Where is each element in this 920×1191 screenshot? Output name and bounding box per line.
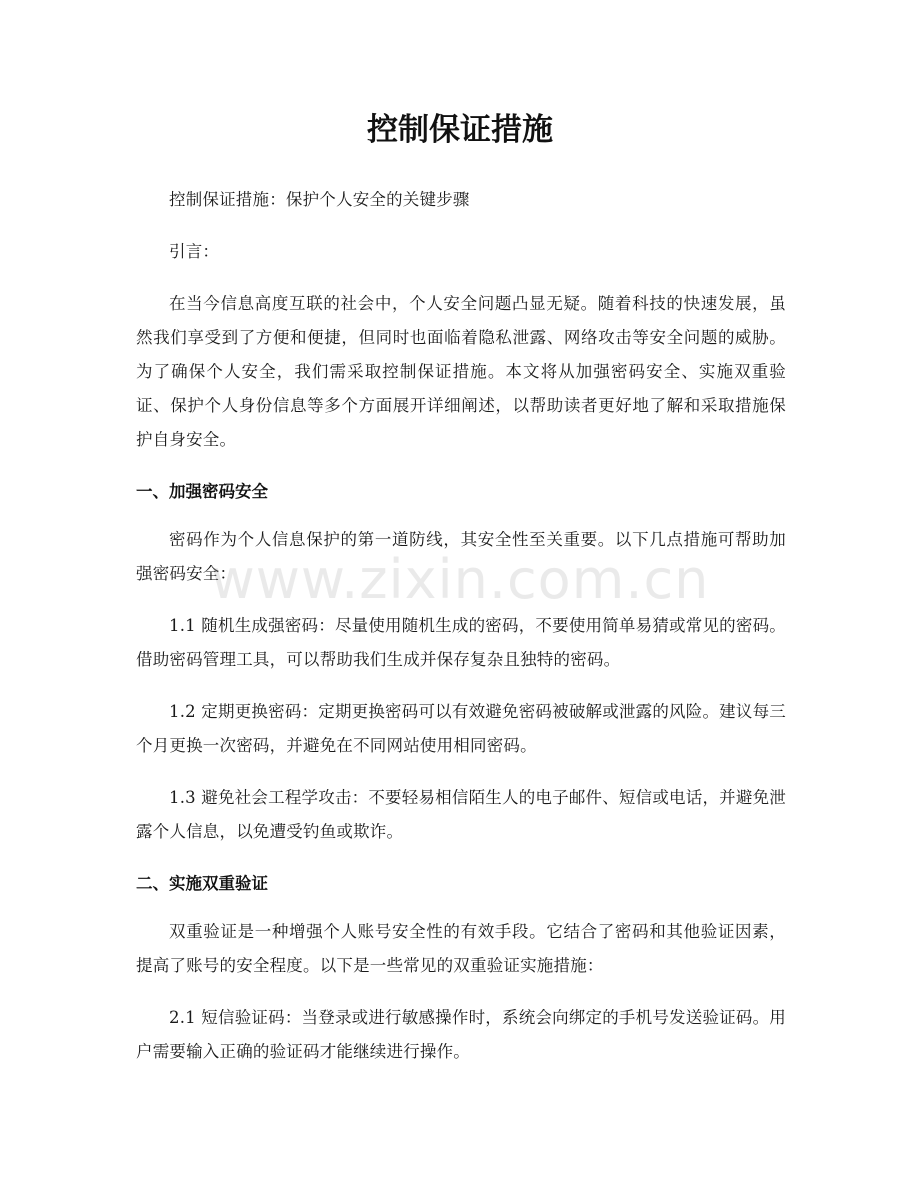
section-intro-two-factor: 双重验证是一种增强个人账号安全性的有效手段。它结合了密码和其他验证因素，提高了账号的安全程度。以下是一些常见的双重验证实施措施： (136, 922, 786, 975)
section-intro-password: 密码作为个人信息保护的第一道防线，其安全性至关重要。以下几点措施可帮助加强密码安全： (136, 530, 786, 583)
list-item: 2.1 短信验证码：当登录或进行敏感操作时，系统会向绑定的手机号发送验证码。用户需要输入正确的验证码才能继续进行操作。 (136, 1008, 786, 1061)
list-item: 1.2 定期更换密码：定期更换密码可以有效避免密码被破解或泄露的风险。建议每三个月更换一次密码，并避免在不同网站使用相同密码。 (136, 702, 786, 755)
list-item: 1.1 随机生成强密码：尽量使用随机生成的密码，不要使用简单易猜或常见的密码。借助密码管理工具，可以帮助我们生成并保存复杂且独特的密码。 (136, 616, 786, 669)
list-item: 1.3 避免社会工程学攻击：不要轻易相信陌生人的电子邮件、短信或电话，并避免泄露个人信息，以免遭受钓鱼或欺诈。 (136, 788, 786, 841)
document-title: 控制保证措施 (367, 112, 553, 148)
section-heading-password: 一、加强密码安全 (136, 482, 268, 501)
document-body (136, 183, 786, 1087)
intro-label: 引言： (169, 242, 220, 261)
subtitle: 控制保证措施：保护个人安全的关键步骤 (169, 190, 470, 209)
watermark: www.zixin.com.cn (210, 548, 710, 611)
section-heading-two-factor: 二、实施双重验证 (136, 874, 268, 893)
intro-paragraph: 在当今信息高度互联的社会中，个人安全问题凸显无疑。随着科技的快速发展，虽然我们享受到了方便和便捷，但同时也面临着隐私泄露、网络攻击等安全问题的威胁。为了确保个人安全，我们需采取控制保证措施。本文将从加强密码安全、实施双重验证、保护个人身份信息等多个方面展开详细阐述，以帮助读者更好地了解和采取措施保护自身安全。 (136, 294, 786, 449)
